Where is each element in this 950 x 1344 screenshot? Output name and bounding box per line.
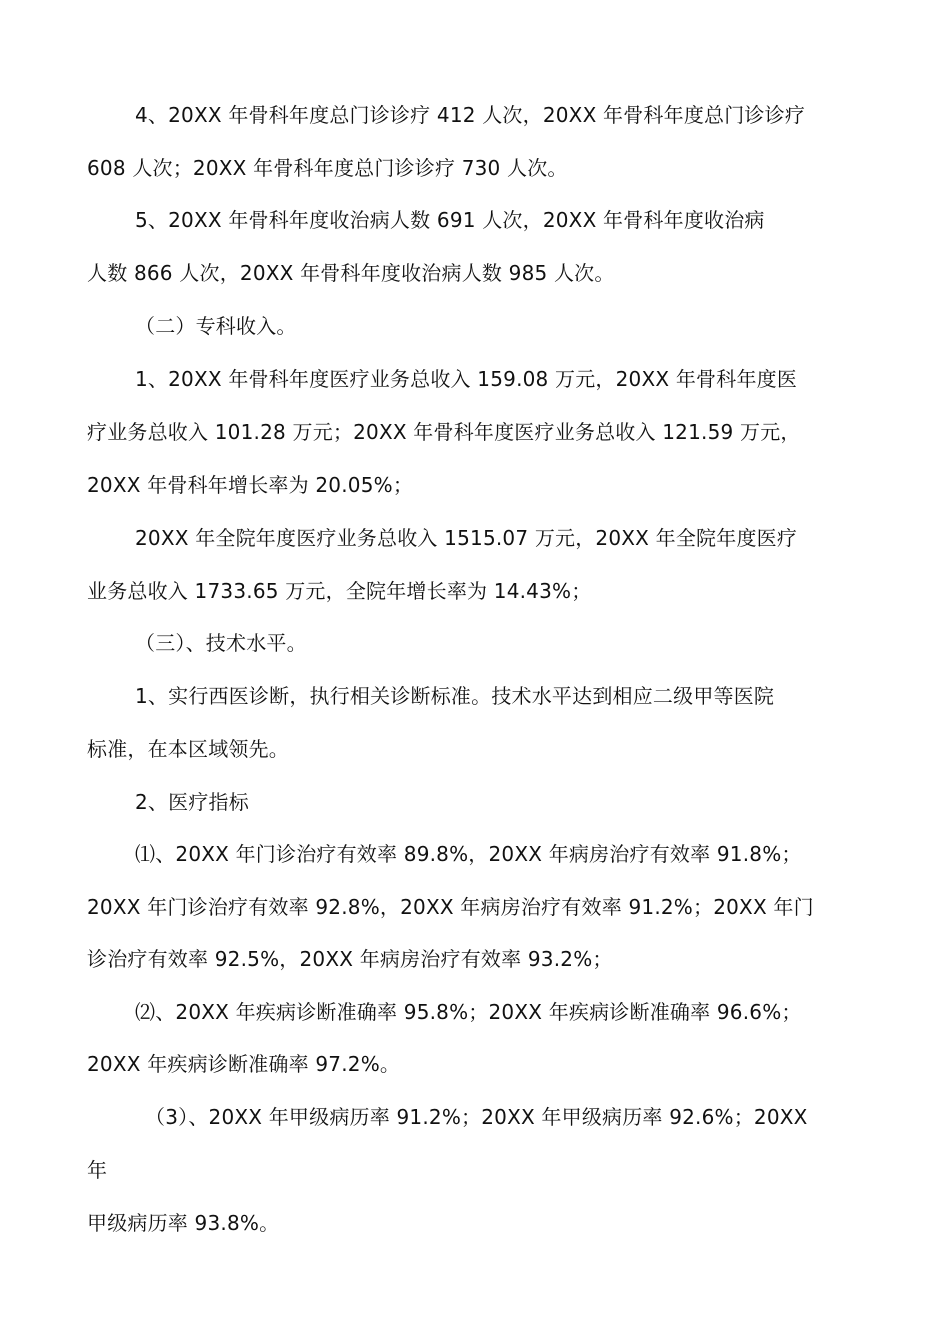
section-heading-2: （二）专科收入。 xyxy=(135,314,297,338)
text-line-12: 1、实行西医诊断，执行相关诊断标准。技术水平达到相应二级甲等医院 xyxy=(135,684,775,708)
text-line-4: 人数 866 人次，20XX 年骨科年度收治病人数 985 人次。 xyxy=(87,261,615,285)
text-line-1: 4、20XX 年骨科年度总门诊诊疗 412 人次，20XX 年骨科年度总门诊诊疗 xyxy=(135,103,806,127)
section-heading-3: （三）、技术水平。 xyxy=(135,631,307,655)
text-line-19: 20XX 年疾病诊断准确率 97.2%。 xyxy=(87,1052,401,1076)
text-line-7: 疗业务总收入 101.28 万元；20XX 年骨科年度医疗业务总收入 121.59 万元， xyxy=(87,420,801,444)
text-line-20: （3）、20XX 年甲级病历率 91.2%；20XX 年甲级病历率 92.6%；20XX xyxy=(145,1105,808,1129)
text-line-2: 608 人次；20XX 年骨科年度总门诊诊疗 730 人次。 xyxy=(87,156,568,180)
text-line-13: 标准，在本区域领先。 xyxy=(87,737,289,761)
text-line-8: 20XX 年骨科年增长率为 20.05%； xyxy=(87,473,414,497)
text-line-6: 1、20XX 年骨科年度医疗业务总收入 159.08 万元，20XX 年骨科年度医 xyxy=(135,367,798,391)
text-line-21: 年 xyxy=(87,1158,108,1182)
text-line-16: 20XX 年门诊治疗有效率 92.8%，20XX 年病房治疗有效率 91.2%；20XX 年门 xyxy=(87,895,814,919)
text-line-15: ⑴、20XX 年门诊治疗有效率 89.8%，20XX 年病房治疗有效率 91.8%； xyxy=(135,842,802,866)
text-line-22: 甲级病历率 93.8%。 xyxy=(87,1211,280,1235)
text-line-3: 5、20XX 年骨科年度收治病人数 691 人次，20XX 年骨科年度收治病 xyxy=(135,208,765,232)
text-line-9: 20XX 年全院年度医疗业务总收入 1515.07 万元，20XX 年全院年度医疗 xyxy=(135,526,798,550)
subheading-medical-indicators: 2、医疗指标 xyxy=(135,790,249,814)
text-line-10: 业务总收入 1733.65 万元，全院年增长率为 14.43%； xyxy=(87,579,592,603)
text-line-17: 诊治疗有效率 92.5%，20XX 年病房治疗有效率 93.2%； xyxy=(87,947,613,971)
text-line-18: ⑵、20XX 年疾病诊断准确率 95.8%；20XX 年疾病诊断准确率 96.6%； xyxy=(135,1000,802,1024)
